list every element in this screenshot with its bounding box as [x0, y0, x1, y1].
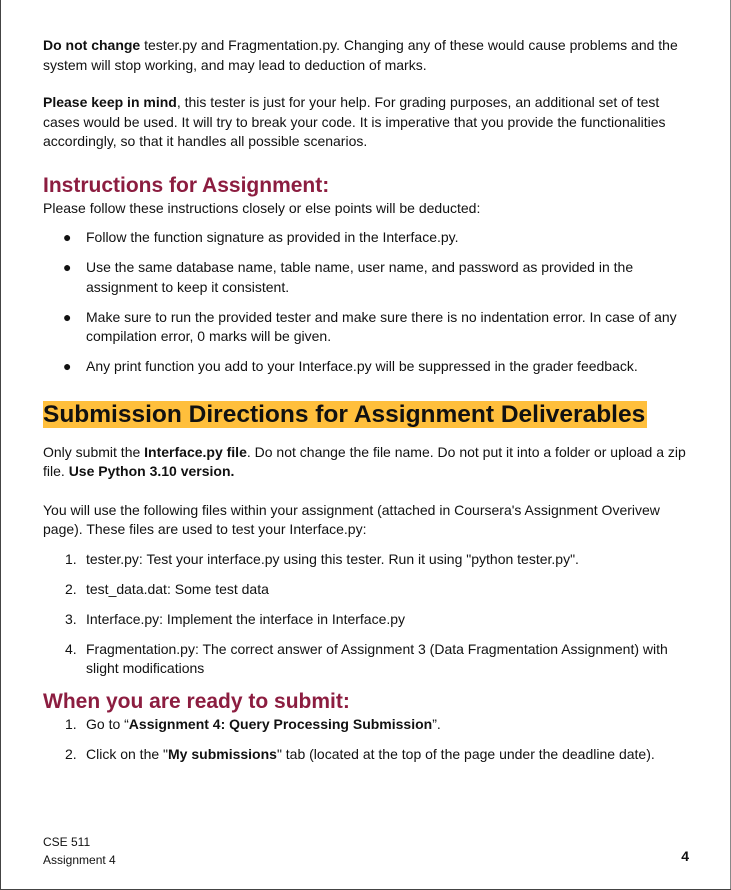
- instruction-text: Use the same database name, table name, user name, and password as provided in the assignment to keep it consistent.: [86, 259, 634, 295]
- bullet-icon: ●: [63, 259, 72, 275]
- file-item: [43, 580, 693, 600]
- only-submit-text-1: Only submit the: [43, 443, 145, 460]
- only-submit-paragraph: [43, 443, 693, 482]
- keep-in-mind-paragraph: [43, 93, 693, 152]
- ready-step: [43, 745, 693, 765]
- file-item-number: 1.: [65, 550, 77, 567]
- submission-heading: [43, 400, 693, 430]
- instruction-text: Any print function you add to your Interface.py will be suppressed in the grader feedback.: [86, 358, 638, 374]
- file-item-text: test_data.dat: Some test data: [86, 580, 269, 597]
- instruction-item: [43, 357, 693, 377]
- file-item: [43, 610, 693, 630]
- keep-in-mind-text: , this tester is just for your help. For grading purposes, an additional set of test cases would be used. It will try to break your code. It is imperative that you provide the functionalities accordingly, so that it handles all possible scenarios.: [43, 94, 666, 149]
- file-item: [43, 640, 693, 679]
- my-submissions-emphasis: My submissions: [168, 746, 277, 762]
- page-number: 4: [681, 848, 689, 864]
- bullet-icon: ●: [63, 229, 72, 245]
- ready-step-text: " tab (located at the top of the page under the deadline date).: [276, 746, 655, 762]
- ready-step-text: Click on the ": [86, 746, 169, 762]
- file-item-text: Fragmentation.py: The correct answer of Assignment 3 (Data Fragmentation Assignment) with slight modifications: [86, 640, 668, 676]
- file-item-number: 4.: [65, 640, 77, 657]
- do-not-change-text: tester.py and Fragmentation.py. Changing any of these would cause problems and the system will stop working, and may lead to deduction of marks.: [43, 37, 678, 73]
- file-item-text: tester.py: Test your interface.py using this tester. Run it using "python tester.py".: [86, 550, 579, 567]
- only-submit-text-2: . Do not change the file name. Do not put it into a folder or upload a zip file.: [43, 443, 686, 479]
- file-item-number: 3.: [65, 610, 77, 627]
- ready-step-text: ”.: [432, 716, 441, 732]
- file-item-number: 2.: [65, 580, 77, 597]
- instruction-item: [43, 258, 693, 297]
- file-item: [43, 550, 693, 570]
- ready-heading: When you are ready to submit:: [43, 690, 350, 713]
- bullet-icon: ●: [63, 308, 72, 325]
- keep-in-mind-emphasis: Please keep in mind: [43, 94, 177, 110]
- ready-steps-list: [43, 715, 693, 765]
- footer-assignment: Assignment 4: [43, 853, 116, 867]
- files-intro: You will use the following files within your assignment (attached in Coursera's Assignment Overivew page). These files are used to test your Interface.py:: [43, 501, 660, 537]
- assignment-link-emphasis: Assignment 4: Query Processing Submission: [128, 716, 433, 732]
- page-border-left: [0, 0, 1, 890]
- instructions-intro: Please follow these instructions closely or else points will be deducted:: [43, 199, 481, 216]
- instruction-text: Follow the function signature as provided in the Interface.py.: [86, 229, 459, 245]
- ready-step: [43, 715, 693, 735]
- footer: [43, 833, 116, 869]
- bullet-icon: ●: [63, 358, 72, 374]
- python-version-emphasis: Use Python 3.10 version.: [68, 463, 235, 479]
- files-list: [43, 550, 693, 679]
- instruction-item: [43, 228, 693, 248]
- footer-course: CSE 511: [43, 835, 91, 849]
- instructions-heading: Instructions for Assignment:: [43, 173, 330, 197]
- instruction-item: [43, 308, 693, 347]
- instructions-list: [43, 228, 693, 377]
- do-not-change-emphasis: Do not change: [43, 37, 141, 53]
- ready-step-text: Go to “: [86, 716, 129, 732]
- do-not-change-paragraph: [43, 36, 693, 75]
- instruction-text: Make sure to run the provided tester and make sure there is no indentation error. In case of any compilation error, 0 marks will be given.: [86, 308, 677, 344]
- ready-step-number: 1.: [65, 716, 77, 732]
- document-body: [43, 36, 693, 775]
- file-item-text: Interface.py: Implement the interface in Interface.py: [86, 610, 406, 627]
- submission-heading-text: Submission Directions for Assignment Deliverables: [43, 400, 646, 428]
- interface-file-emphasis: Interface.py file: [144, 443, 247, 460]
- ready-step-number: 2.: [65, 746, 77, 762]
